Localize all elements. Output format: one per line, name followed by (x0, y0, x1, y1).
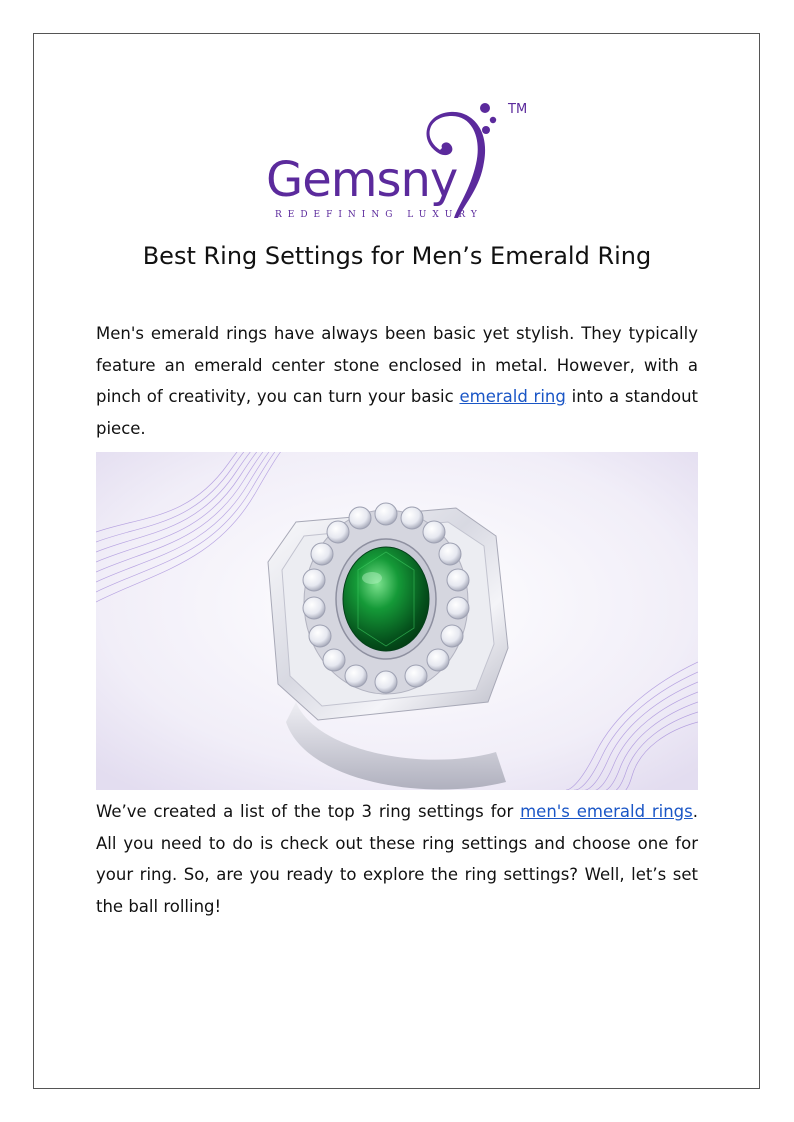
body-text-after: . All you need to do is check out these ring settings and choose one for your ring. So, are you ready to explore the ring settings? Well, let’s set the ball rolling! (96, 802, 699, 916)
mens-emerald-rings-link[interactable]: men's emerald rings (520, 802, 693, 821)
logo-wordmark: Gemsny (266, 152, 458, 208)
intro-text-before: Men's emerald rings have always been basic yet stylish. They typically feature an emerald center stone enclosed in metal. However, with a pinch of creativity, you can turn your basic (96, 324, 698, 406)
body-paragraph (96, 796, 698, 922)
trademark-mark: TM (508, 102, 528, 117)
intro-text-after: into a standout piece. (96, 387, 698, 438)
page-title: Best Ring Settings for Men’s Emerald Ring (142, 242, 652, 270)
body-text-before: We’ve created a list of the top 3 ring settings for (96, 802, 521, 821)
emerald-ring-link[interactable]: emerald ring (459, 387, 566, 406)
emerald-ring-image (96, 452, 698, 790)
logo-tagline: REDEFINING LUXURY (275, 210, 483, 220)
intro-paragraph (96, 318, 698, 444)
emerald-ring-photo-icon (96, 452, 698, 790)
gemsny-logo (250, 98, 550, 228)
